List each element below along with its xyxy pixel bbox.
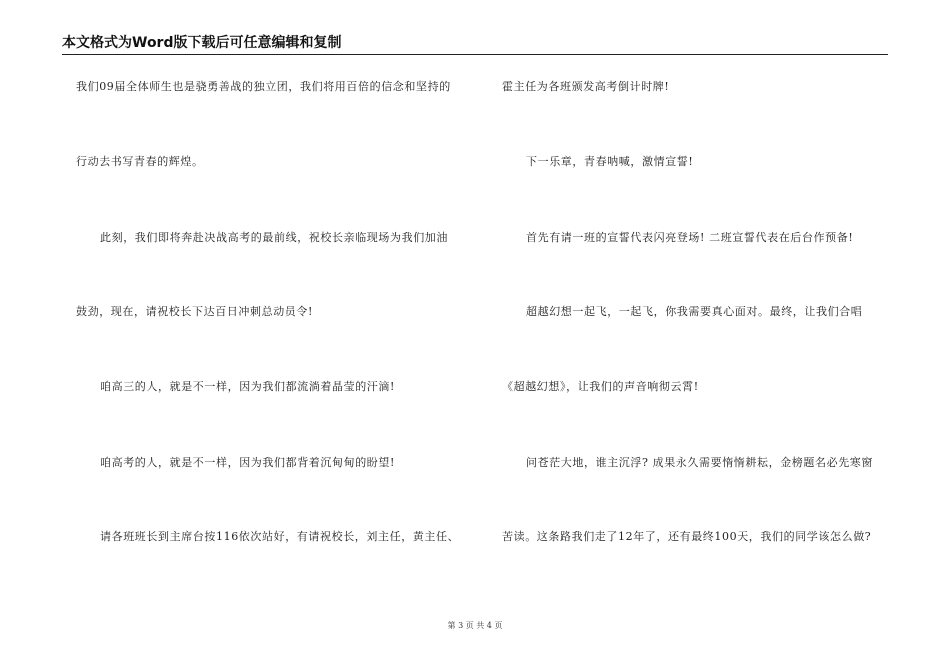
paragraph-line: 我们09届全体师生也是骁勇善战的独立团，我们将用百倍的信念和坚持的 [76, 80, 451, 93]
paragraph-line: 行动去书写青春的辉煌。 [76, 155, 204, 168]
paragraph-line: 鼓劲，现在，请祝校长下达百日冲刺总动员令! [76, 305, 314, 318]
paragraph-line: 咱高三的人，就是不一样，因为我们都流淌着晶莹的汗滴! [100, 380, 396, 393]
paragraph-line: 《超越幻想》，让我们的声音响彻云霄! [502, 380, 699, 393]
page-number: 第 3 页 共 4 页 [447, 621, 503, 630]
paragraph-line: 首先有请一班的宣誓代表闪亮登场! 二班宣誓代表在后台作预备! [526, 231, 854, 244]
header-title: 本文格式为Word版下载后可任意编辑和复制 [62, 35, 342, 51]
paragraph-line: 超越幻想一起飞，一起飞，你我需要真心面对。最终，让我们合唱 [526, 305, 863, 318]
paragraph-line: 请各班班长到主席台按116依次站好，有请祝校长，刘主任，黄主任、 [100, 530, 460, 543]
paragraph-line: 问苍茫大地，谁主沉浮? 成果永久需要惰惰耕耘，金榜题名必先寒窗 [526, 456, 873, 469]
paragraph-line: 霍主任为各班颁发高考倒计时牌! [502, 80, 670, 93]
paragraph-line: 下一乐章，青春呐喊，激情宣誓! [526, 155, 694, 168]
right-column [502, 0, 902, 672]
paragraph-line: 咱高考的人，就是不一样，因为我们都背着沉甸甸的盼望! [100, 456, 396, 469]
paragraph-line: 此刻，我们即将奔赴决战高考的最前线，祝校长亲临现场为我们加油 [100, 231, 448, 244]
left-column [76, 0, 496, 672]
paragraph-line: 苦读。这条路我们走了12年了，还有最终100天，我们的同学该怎么做? [502, 530, 872, 543]
